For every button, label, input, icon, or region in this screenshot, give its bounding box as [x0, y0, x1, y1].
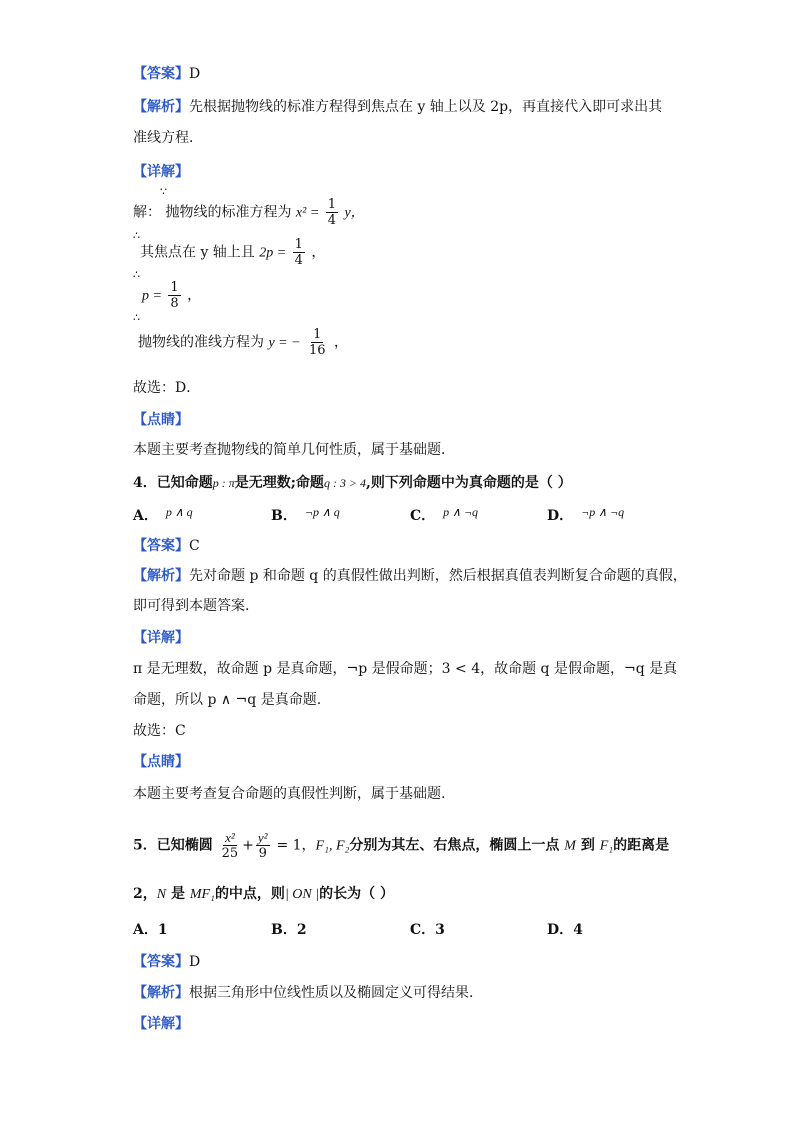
option-value: ¬p ∧ ¬q — [581, 505, 625, 519]
step-tail: ， — [311, 244, 326, 261]
q3-answer-line — [133, 64, 200, 84]
segment-mf1: MF₁ — [189, 887, 215, 902]
plus-sign: + — [242, 837, 254, 854]
comment-tag: 【点睛】 — [133, 412, 189, 428]
q4-option-c[interactable] — [410, 506, 478, 526]
frac-den: 4 — [327, 213, 336, 228]
analysis-text: 先对命题 p 和命题 q 的真假性做出判断，然后根据真值表判断复合命题的真假， — [189, 568, 687, 584]
frac-num: x² — [225, 830, 235, 845]
detail-text: 命题，所以 p ∧ ¬q 是真命题. — [133, 692, 322, 708]
q4-choose-line — [133, 721, 186, 741]
q4-stem — [133, 473, 572, 493]
focus-f1: F₁ — [599, 838, 614, 854]
q3-step-2 — [140, 237, 325, 268]
answer-tag: 【答案】 — [133, 66, 189, 82]
step-tail: ， — [187, 287, 202, 304]
option-value: 3 — [435, 922, 445, 938]
line2-num: 2， — [133, 886, 157, 902]
step-text: 抛物线的标准方程为 — [165, 204, 292, 221]
option-label: B． — [271, 508, 297, 524]
option-label: A． — [133, 922, 158, 938]
frac-den: 25 — [221, 846, 239, 861]
analysis-tag: 【解析】 — [133, 568, 189, 584]
option-value: p ∧ q — [165, 505, 193, 519]
frac-den: 4 — [294, 253, 303, 268]
q3-choose-line — [133, 378, 200, 398]
q3-analysis-line-1 — [133, 97, 662, 117]
option-value: 1 — [157, 922, 168, 938]
math-rhs: y， — [344, 205, 365, 221]
frac-den: 8 — [170, 296, 179, 311]
detail-text: π 是无理数，故命题 p 是真命题，¬p 是假命题；3 < 4，故命题 q 是假命题，¬q 是真 — [133, 661, 678, 677]
fraction — [293, 237, 305, 268]
foci: F₁, F₂ — [315, 838, 350, 854]
fraction-x — [220, 830, 241, 861]
frac-num: 1 — [313, 327, 322, 342]
line2-mid2: 的中点，则 — [214, 886, 285, 902]
answer-tag: 【答案】 — [133, 954, 189, 970]
analysis-tag: 【解析】 — [133, 985, 189, 1001]
q3-comment-tag-line — [133, 410, 189, 430]
q4-detail-line-2 — [133, 690, 321, 710]
comment-text: 本题主要考查复合命题的真假性判断，属于基础题. — [133, 786, 446, 802]
stem-to: 到 — [580, 837, 595, 854]
q4-analysis-line-1 — [133, 566, 687, 586]
math-lhs: y = − — [268, 335, 301, 351]
stem-prefix: 4．已知命题 — [133, 475, 213, 491]
q5-option-b[interactable] — [271, 920, 307, 940]
math-lhs: x² = — [295, 205, 320, 221]
step-prefix: 解： — [133, 204, 161, 221]
q5-stem-line-1 — [133, 830, 669, 861]
stem-prefix: 5．已知椭圆 — [133, 837, 213, 854]
analysis-text: 准线方程． — [133, 130, 203, 146]
q3-comment-line — [133, 440, 455, 460]
option-label: C． — [410, 922, 436, 938]
frac-den: 9 — [258, 846, 267, 861]
detail-tag: 【详解】 — [133, 630, 189, 646]
q5-stem-line-2 — [133, 884, 394, 905]
q4-detail-line-1 — [133, 659, 677, 679]
step-tail: ， — [334, 334, 349, 351]
equation-tail: = 1， — [276, 837, 316, 854]
q5-analysis-line — [133, 983, 473, 1003]
analysis-text: 即可得到本题答案. — [133, 598, 250, 614]
comment-text: 本题主要考查抛物线的简单几何性质，属于基础题． — [133, 442, 455, 458]
point-m: M — [564, 838, 576, 854]
option-value: 4 — [573, 922, 583, 938]
q5-option-d[interactable] — [547, 920, 583, 940]
option-value: p ∧ ¬q — [443, 505, 479, 519]
q3-analysis-line-2 — [133, 128, 203, 148]
q5-option-a[interactable] — [133, 920, 168, 940]
q4-comment-line — [133, 784, 445, 804]
q4-detail-tag-line — [133, 628, 189, 648]
q4-answer-line — [133, 536, 200, 556]
choose-text: 故选：D． — [133, 380, 201, 396]
math-lhs: p = — [142, 288, 162, 304]
fraction — [307, 327, 328, 358]
frac-num: 1 — [327, 197, 336, 212]
option-value: 2 — [296, 922, 307, 938]
q4-option-a[interactable] — [133, 506, 193, 526]
stem-end: 的距离是 — [613, 837, 670, 854]
q5-detail-tag-line — [133, 1014, 189, 1034]
choose-text: 故选：C — [133, 723, 186, 739]
abs-on: | ON | — [284, 887, 320, 902]
stem-mid: 分别为其左、右焦点，椭圆上一点 — [349, 837, 560, 854]
step-text: 抛物线的准线方程为 — [138, 334, 264, 351]
answer-value: D — [189, 954, 201, 970]
therefore-symbol: ∴ — [133, 268, 140, 281]
frac-num: 1 — [170, 280, 179, 295]
stem-tail: ,则下列命题中为真命题的是（ ） — [366, 475, 572, 491]
line2-mid: 是 — [170, 886, 185, 902]
q4-option-d[interactable] — [547, 506, 624, 526]
math-lhs: 2p = — [259, 245, 287, 261]
q4-analysis-line-2 — [133, 596, 249, 616]
answer-value: D — [189, 66, 201, 82]
therefore-symbol: ∴ — [133, 311, 140, 324]
stem-mid: 是无理数;命题 — [234, 475, 324, 491]
option-label: C． — [410, 508, 436, 524]
stem-p: p : π — [212, 476, 235, 490]
point-n: N — [156, 887, 167, 902]
therefore-symbol: ∴ — [133, 229, 140, 242]
because-symbol: ∵ — [160, 185, 167, 198]
option-value: ¬p ∧ q — [304, 505, 340, 519]
analysis-text: 先根据抛物线的标准方程得到焦点在 y 轴上以及 2p，再直接代入即可求出其 — [189, 99, 663, 115]
frac-den: 16 — [309, 343, 326, 358]
q3-step-3 — [142, 280, 201, 311]
stem-q: q : 3 > 4 — [323, 476, 367, 490]
fraction-y — [256, 830, 270, 861]
q4-option-b[interactable] — [271, 506, 340, 526]
answer-value: C — [189, 538, 200, 554]
detail-tag: 【详解】 — [133, 1016, 189, 1032]
line2-tail: 的长为（ ） — [319, 886, 394, 902]
q3-step-4 — [138, 327, 348, 358]
q5-option-c[interactable] — [410, 920, 445, 940]
option-label: D． — [547, 922, 574, 938]
fraction — [168, 280, 180, 311]
frac-num: 1 — [294, 237, 303, 252]
frac-num: y² — [257, 830, 268, 845]
detail-tag: 【详解】 — [133, 164, 189, 180]
option-label: B． — [271, 922, 297, 938]
option-label: D． — [547, 508, 574, 524]
q5-answer-line — [133, 952, 200, 972]
answer-tag: 【答案】 — [133, 538, 189, 554]
analysis-text: 根据三角形中位线性质以及椭圆定义可得结果. — [189, 985, 474, 1001]
step-text: 其焦点在 y 轴上且 — [140, 244, 255, 261]
q4-comment-tag-line — [133, 752, 189, 772]
q3-detail-tag-line — [133, 162, 189, 182]
comment-tag: 【点睛】 — [133, 754, 189, 770]
analysis-tag: 【解析】 — [133, 99, 189, 115]
option-label: A． — [133, 508, 158, 524]
fraction — [326, 197, 338, 228]
q3-step-1 — [133, 197, 365, 228]
